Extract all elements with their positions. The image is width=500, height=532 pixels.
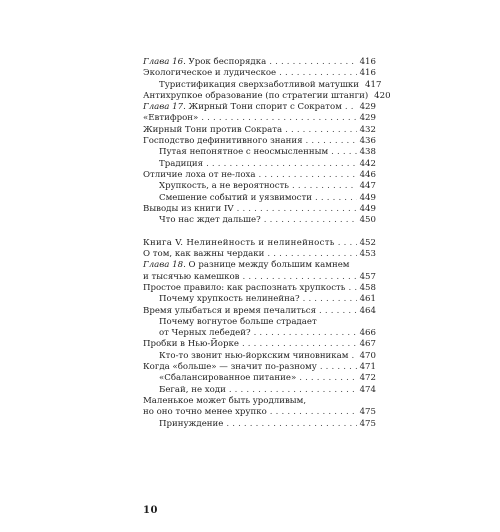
toc-entry-title <box>143 339 239 350</box>
leader-dots <box>242 339 357 350</box>
toc-entry-page: 416 <box>359 68 376 79</box>
toc-entry-text: Выводы из книги IV <box>143 203 234 214</box>
leader-dots <box>264 215 357 226</box>
toc-entry-page: 449 <box>359 192 376 203</box>
toc-entry-text: «Сбалансированное питание» <box>159 373 297 384</box>
toc-entry-title <box>143 102 342 113</box>
toc-entry-title <box>143 249 264 260</box>
toc-block-2 <box>143 249 376 430</box>
leader-dots <box>345 102 357 113</box>
toc-gap <box>143 226 376 237</box>
toc-entry-title <box>143 159 203 170</box>
toc-entry-text: Время улыбаться и время печалиться <box>143 305 316 316</box>
toc-entry <box>143 385 376 396</box>
toc-entry-title <box>143 68 276 79</box>
leader-dots <box>269 57 356 68</box>
toc-entry-title <box>143 91 368 102</box>
toc-entry <box>143 351 376 362</box>
leader-dots <box>226 419 356 430</box>
leader-dots <box>306 136 357 147</box>
toc-entry-text: Кто-то звонит нью-йоркским чиновникам <box>159 350 349 361</box>
leader-dots <box>237 204 357 215</box>
toc-entry <box>143 249 376 260</box>
toc-entry-page: 429 <box>359 102 376 113</box>
leader-dots <box>319 306 357 317</box>
leader-dots <box>267 249 356 260</box>
toc-entry <box>143 260 376 271</box>
toc-entry-page: 466 <box>359 328 376 339</box>
toc-entry-page: 438 <box>359 147 376 158</box>
toc-entry-page: 458 <box>359 282 376 293</box>
toc-entry-title <box>143 57 266 68</box>
toc-entry-text: Урок беспорядка <box>185 57 267 67</box>
leader-dots <box>331 147 356 158</box>
toc-entry <box>143 170 376 181</box>
toc-entry-page: 475 <box>359 418 376 429</box>
toc-entry-page: 457 <box>359 271 376 282</box>
toc-entry-text: Экологическое и лудическое <box>143 68 277 79</box>
toc-entry-text: Антихрупкое образование (по стратегии штанги) <box>143 90 369 101</box>
leader-dots <box>299 373 356 384</box>
toc-entry-text: Бегай, не ходи <box>159 384 226 395</box>
leader-dots <box>254 328 357 339</box>
toc-entry-text: Жирный Тони против Сократа <box>143 124 283 135</box>
toc-entry-page: 450 <box>359 215 376 226</box>
page-number: 10 <box>143 505 158 516</box>
toc-entry-text: и тысячью камешков <box>143 271 240 282</box>
toc-entry-title <box>143 294 300 305</box>
leader-dots <box>348 283 356 294</box>
toc-entry-text: Простое правило: как распознать хрупкость <box>143 282 346 293</box>
toc-entry <box>143 283 376 294</box>
leader-dots <box>292 181 357 192</box>
toc-entry-text: от Черных лебедей? <box>159 328 251 339</box>
chapter-prefix: Глава 18. <box>143 260 186 271</box>
toc-entry <box>143 294 376 305</box>
toc-entry-text: Традиция <box>159 158 204 169</box>
chapter-prefix: Глава 17. <box>143 102 186 113</box>
toc-entry-page: 442 <box>359 158 376 169</box>
toc-entry <box>143 193 376 204</box>
toc-entry <box>143 136 376 147</box>
leader-dots <box>206 159 357 170</box>
toc-entry-page: 429 <box>359 113 376 124</box>
toc-entry-page: 475 <box>359 407 376 418</box>
toc-entry-text: Жирный Тони спорит с Сократом <box>185 102 342 113</box>
toc-entry-text: Что нас ждет дальше? <box>159 215 261 226</box>
toc-entry-page: 464 <box>359 305 376 316</box>
toc-entry <box>143 102 376 113</box>
toc-entry <box>143 57 376 68</box>
leader-dots <box>315 193 357 204</box>
toc-entry-page: 417 <box>365 79 382 90</box>
toc-entry-text: Господство дефинитивного знания <box>143 136 303 147</box>
toc-entry <box>143 328 376 339</box>
toc-entry-page: 472 <box>359 373 376 384</box>
toc-entry <box>143 272 376 283</box>
toc-entry-title <box>143 260 349 271</box>
toc-entry <box>143 79 382 91</box>
book-heading-page: 452 <box>359 237 376 248</box>
toc-block-1 <box>143 57 391 226</box>
toc-entry-title <box>143 215 261 226</box>
toc-entry-title <box>143 147 328 158</box>
toc-entry-text: Отличие лоха от не-лоха <box>143 169 256 180</box>
toc-entry-title <box>143 306 316 317</box>
toc-entry-text: Почему хрупкость нелинейна? <box>159 294 300 305</box>
toc-entry-page: 453 <box>359 249 376 260</box>
toc-entry <box>143 125 376 136</box>
leader-dots <box>229 385 357 396</box>
toc-entry-title <box>143 317 317 328</box>
toc-entry-page: 474 <box>359 384 376 395</box>
toc-entry-title <box>143 193 312 204</box>
toc-entry <box>143 407 376 418</box>
leader-dots <box>351 351 356 362</box>
leader-dots <box>270 407 357 418</box>
toc-entry-title <box>143 204 234 215</box>
toc-entry-page: 420 <box>374 90 391 101</box>
toc-entry-title <box>143 125 282 136</box>
leader-dots <box>201 113 356 124</box>
toc-entry-page: 471 <box>359 362 376 373</box>
toc-entry <box>143 147 376 158</box>
toc-entry-text: Почему вогнутое больше страдает <box>159 316 317 327</box>
toc-entry-title <box>143 113 198 124</box>
toc-entry-title <box>143 328 251 339</box>
toc-entry-text: О том, как важны чердаки <box>143 249 265 260</box>
toc-entry-title <box>143 181 289 192</box>
leader-dots <box>338 238 357 249</box>
toc-entry <box>143 339 376 350</box>
toc-entry-title <box>143 272 240 283</box>
toc-entry <box>143 396 376 407</box>
toc-entry-page: 432 <box>359 124 376 135</box>
toc-entry-title <box>143 407 267 418</box>
toc-entry-title <box>143 351 348 362</box>
toc-entry-text: но оно точно менее хрупко <box>143 407 267 418</box>
toc-entry-page: 416 <box>359 57 376 67</box>
toc-entry-title <box>143 80 359 91</box>
toc-entry-text: Маленькое может быть уродливым, <box>143 395 307 406</box>
toc-entry-page: 436 <box>359 136 376 147</box>
leader-dots <box>285 125 357 136</box>
leader-dots <box>243 272 357 283</box>
toc-entry-title <box>143 136 303 147</box>
toc-entry-page: 467 <box>359 339 376 350</box>
toc-entry <box>143 373 376 384</box>
toc-entry-text: Принуждение <box>159 418 224 429</box>
leader-dots <box>259 170 357 181</box>
toc-entry-text: Когда «больше» — значит по-разному <box>143 362 317 373</box>
table-of-contents <box>143 57 391 430</box>
toc-entry <box>143 362 376 373</box>
toc-entry-title <box>143 385 226 396</box>
toc-entry-page: 449 <box>359 203 376 214</box>
toc-entry-title <box>143 170 256 181</box>
toc-entry <box>143 113 376 124</box>
toc-entry-text: Пробки в Нью-Йорке <box>143 339 239 350</box>
toc-entry <box>143 317 376 328</box>
toc-entry-title <box>143 396 306 407</box>
toc-entry <box>143 68 376 79</box>
toc-entry-text: Туристификация сверхзаботливой матушки <box>159 79 360 90</box>
toc-entry <box>143 419 376 430</box>
chapter-prefix: Глава 16. <box>143 57 186 67</box>
toc-entry-title <box>143 419 223 430</box>
toc-entry <box>143 215 376 226</box>
toc-entry-title <box>143 373 296 384</box>
leader-dots <box>320 362 357 373</box>
toc-entry-page: 446 <box>359 169 376 180</box>
toc-entry-text: Путая непонятное с неосмысленным <box>159 147 329 158</box>
toc-entry <box>143 306 376 317</box>
toc-entry-title <box>143 283 345 294</box>
toc-entry-text: Смешение событий и уязвимости <box>159 192 312 203</box>
book-heading-text: Книга V. Нелинейность и нелинейность <box>143 237 335 248</box>
toc-entry <box>143 90 391 102</box>
toc-entry-page: 461 <box>359 294 376 305</box>
leader-dots <box>303 294 357 305</box>
toc-entry-text: «Евтифрон» <box>143 113 199 124</box>
toc-entry-text: Хрупкость, а не вероятность <box>159 181 289 192</box>
leader-dots <box>279 68 356 79</box>
toc-entry <box>143 159 376 170</box>
toc-entry-title <box>143 362 317 373</box>
toc-entry <box>143 204 376 215</box>
toc-entry <box>143 181 376 192</box>
toc-entry-page: 447 <box>359 181 376 192</box>
toc-entry-text: О разнице между большим камнем <box>185 260 350 271</box>
toc-book-heading <box>143 238 376 249</box>
toc-entry-page: 470 <box>359 350 376 361</box>
